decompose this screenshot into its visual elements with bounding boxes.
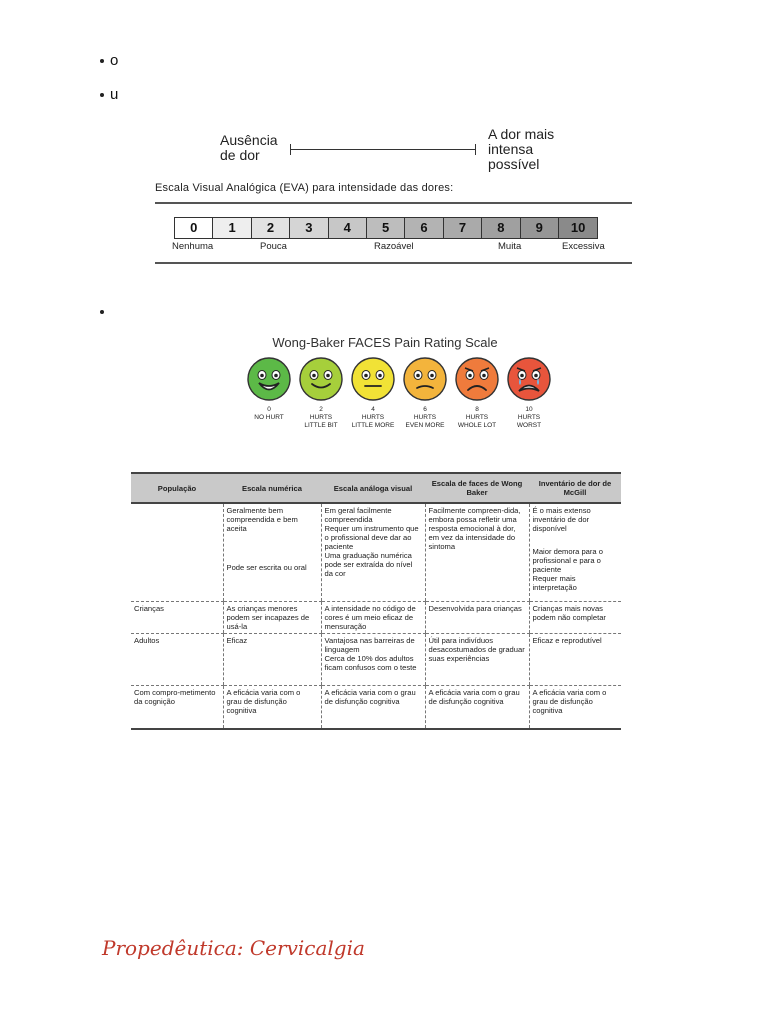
eva-cell-3: 3 bbox=[290, 218, 328, 238]
eva-cell-1: 1 bbox=[213, 218, 251, 238]
eva-caption: Escala Visual Analógica (EVA) para intensidade das dores: bbox=[155, 182, 454, 194]
pain-scale-table bbox=[131, 472, 621, 730]
face-cry-icon bbox=[506, 356, 552, 402]
eva-line bbox=[290, 149, 475, 150]
eva-cell-7: 7 bbox=[444, 218, 482, 238]
table-cell: É o mais extenso inventário de dor disponível Maior demora para o profissional e para o paciente Requer mais interpretação bbox=[529, 503, 621, 601]
table-cell: A eficácia varia com o grau de disfunção cognitiva bbox=[223, 685, 321, 729]
eva-cell-5: 5 bbox=[367, 218, 405, 238]
wong-baker-face-8 bbox=[454, 356, 500, 430]
wong-baker-label: 8 HURTS WHOLE LOT bbox=[457, 406, 497, 429]
table-row bbox=[131, 601, 621, 633]
table-cell: Facilmente compreen-dida, embora possa refletir uma resposta emocional à dor, em vez da intensidade do sintoma bbox=[425, 503, 529, 601]
table-cell: Adultos bbox=[131, 633, 223, 685]
eva-rule-bottom bbox=[155, 262, 632, 264]
table-row bbox=[131, 685, 621, 729]
wong-baker-face-2 bbox=[298, 356, 344, 430]
eva-label-razoavel: Razoável bbox=[374, 241, 414, 252]
table-cell: Geralmente bem compreendida e bem aceita Pode ser escrita ou oral bbox=[223, 503, 321, 601]
wong-baker-faces bbox=[246, 356, 552, 430]
wong-baker-face-4 bbox=[350, 356, 396, 430]
table-header-row bbox=[131, 473, 621, 503]
footer-title: Propedêutica: Cervicalgia bbox=[102, 936, 365, 960]
table-cell: Desenvolvida para crianças bbox=[425, 601, 529, 633]
table-cell: Crianças mais novas podem não completar bbox=[529, 601, 621, 633]
table-cell: Vantajosa nas barreiras de linguagem Cerca de 10% dos adultos ficam confusos com o teste bbox=[321, 633, 425, 685]
table-row bbox=[131, 633, 621, 685]
eva-cell-0: 0 bbox=[175, 218, 213, 238]
eva-cell-10: 10 bbox=[559, 218, 597, 238]
bullet-item-2: u bbox=[100, 86, 118, 103]
eva-label-pouca: Pouca bbox=[260, 241, 287, 252]
wong-baker-face-0 bbox=[246, 356, 292, 430]
table-cell: A intensidade no código de cores é um meio eficaz de mensuração bbox=[321, 601, 425, 633]
eva-rule-top bbox=[155, 202, 632, 204]
table-cell: Crianças bbox=[131, 601, 223, 633]
eva-number-row bbox=[174, 217, 598, 239]
table-cell: A eficácia varia com o grau de disfunção cognitiva bbox=[529, 685, 621, 729]
wong-baker-figure bbox=[240, 332, 542, 432]
eva-cell-2: 2 bbox=[252, 218, 290, 238]
table-cell: A eficácia varia com o grau de disfunção cognitiva bbox=[321, 685, 425, 729]
wong-baker-label: 10 HURTS WORST bbox=[516, 406, 542, 429]
table-row bbox=[131, 503, 621, 601]
table-cell: Eficaz bbox=[223, 633, 321, 685]
eva-left-label: Ausência de dor bbox=[220, 132, 278, 163]
table-header: Inventário de dor de McGill bbox=[529, 473, 621, 503]
table-cell: Com compro-metimento da cognição bbox=[131, 685, 223, 729]
eva-cell-4: 4 bbox=[329, 218, 367, 238]
face-smile-icon bbox=[298, 356, 344, 402]
wong-baker-label: 4 HURTS LITTLE MORE bbox=[351, 406, 395, 429]
table-cell: Em geral facilmente compreendida Requer um instrumento que o profissional deve dar ao paciente Uma graduação numérica pode ser extraída do nível da cor bbox=[321, 503, 425, 601]
table-cell bbox=[131, 503, 223, 601]
eva-label-muita: Muita bbox=[498, 241, 522, 252]
table-header: População bbox=[131, 473, 223, 503]
bullet-item-3 bbox=[100, 303, 110, 320]
table-header: Escala análoga visual bbox=[321, 473, 425, 503]
wong-baker-face-6 bbox=[402, 356, 448, 430]
table-cell: A eficácia varia com o grau de disfunção cognitiva bbox=[425, 685, 529, 729]
face-frown-icon bbox=[402, 356, 448, 402]
wong-baker-label: 6 HURTS EVEN MORE bbox=[405, 406, 445, 429]
bullet-item-1: o bbox=[100, 52, 118, 69]
wong-baker-label: 2 HURTS LITTLE BIT bbox=[304, 406, 338, 429]
face-neutral-icon bbox=[350, 356, 396, 402]
table-cell: Eficaz e reprodutível bbox=[529, 633, 621, 685]
eva-cell-8: 8 bbox=[482, 218, 520, 238]
eva-label-nenhuma: Nenhuma bbox=[172, 241, 214, 252]
eva-label-excessiva: Excessiva bbox=[562, 241, 605, 252]
eva-right-label: A dor mais intensa possível bbox=[488, 126, 555, 172]
table-header: Escala de faces de Wong Baker bbox=[425, 473, 529, 503]
eva-tick-right bbox=[475, 144, 476, 155]
face-sad-icon bbox=[454, 356, 500, 402]
table-cell: As crianças menores podem ser incapazes de usá-la bbox=[223, 601, 321, 633]
table-cell: Útil para indivíduos desacostumados de graduar suas experiências bbox=[425, 633, 529, 685]
wong-baker-label: 0 NO HURT bbox=[254, 406, 284, 421]
table-header: Escala numérica bbox=[223, 473, 321, 503]
wong-baker-title: Wong-Baker FACES Pain Rating Scale bbox=[272, 335, 498, 350]
wong-baker-face-10 bbox=[506, 356, 552, 430]
face-happy-icon bbox=[246, 356, 292, 402]
eva-cell-6: 6 bbox=[405, 218, 443, 238]
eva-scale-figure bbox=[150, 122, 632, 270]
eva-cell-9: 9 bbox=[521, 218, 559, 238]
